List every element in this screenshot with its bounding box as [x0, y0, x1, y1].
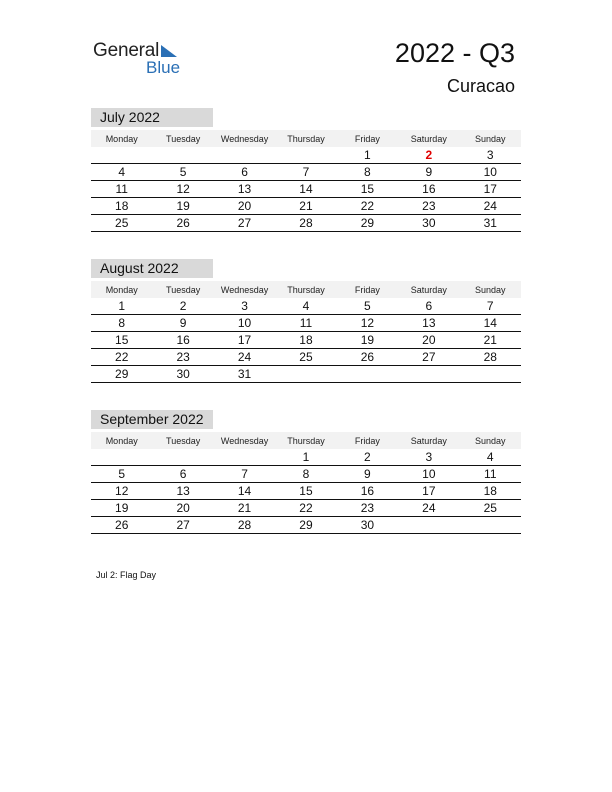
day-cell: 12 — [152, 181, 213, 198]
weekday-header: Wednesday — [214, 130, 275, 147]
country-name: Curacao — [446, 76, 515, 96]
month-grid — [91, 281, 521, 383]
day-cell: 7 — [460, 298, 521, 315]
day-cell — [214, 147, 275, 164]
day-cell: 2 — [337, 449, 398, 466]
logo-text-general: General — [93, 40, 160, 61]
weekday-header: Tuesday — [152, 432, 213, 449]
day-cell: 15 — [275, 483, 336, 500]
day-cell: 27 — [152, 517, 213, 534]
weekday-header: Monday — [91, 432, 152, 449]
day-cell: 1 — [337, 147, 398, 164]
day-cell: 7 — [275, 164, 336, 181]
day-cell: 13 — [152, 483, 213, 500]
month-label-text: August 2022 — [100, 260, 179, 276]
week-row — [91, 466, 521, 483]
day-cell: 16 — [152, 332, 213, 349]
day-cell: 11 — [275, 315, 336, 332]
day-cell: 6 — [398, 298, 459, 315]
day-cell: 6 — [214, 164, 275, 181]
day-cell: 14 — [214, 483, 275, 500]
day-cell: 28 — [214, 517, 275, 534]
day-cell: 17 — [398, 483, 459, 500]
logo-text-blue: Blue — [146, 58, 181, 77]
weekday-header: Monday — [91, 130, 152, 147]
day-cell: 29 — [275, 517, 336, 534]
day-cell: 9 — [337, 466, 398, 483]
weekday-header: Tuesday — [152, 281, 213, 298]
day-cell: 3 — [398, 449, 459, 466]
day-cell: 19 — [152, 198, 213, 215]
month-calendar — [91, 108, 521, 232]
holiday-note: Jul 2: Flag Day — [96, 570, 157, 580]
day-cell: 5 — [337, 298, 398, 315]
week-row — [91, 349, 521, 366]
day-cell: 26 — [152, 215, 213, 232]
day-cell: 30 — [398, 215, 459, 232]
weekday-header: Wednesday — [214, 281, 275, 298]
day-cell: 23 — [152, 349, 213, 366]
day-cell: 1 — [91, 298, 152, 315]
day-cell: 4 — [460, 449, 521, 466]
day-cell: 30 — [337, 517, 398, 534]
day-cell: 4 — [91, 164, 152, 181]
day-cell: 9 — [152, 315, 213, 332]
day-cell: 23 — [398, 198, 459, 215]
day-cell: 26 — [91, 517, 152, 534]
day-cell — [460, 366, 521, 383]
day-cell: 8 — [91, 315, 152, 332]
day-cell: 5 — [91, 466, 152, 483]
day-cell: 25 — [275, 349, 336, 366]
day-cell: 24 — [398, 500, 459, 517]
weekday-header: Thursday — [275, 432, 336, 449]
day-cell: 27 — [214, 215, 275, 232]
weekday-header: Monday — [91, 281, 152, 298]
weekday-header: Sunday — [460, 432, 521, 449]
month-label — [91, 108, 213, 127]
day-cell: 20 — [152, 500, 213, 517]
day-cell — [152, 449, 213, 466]
day-cell: 18 — [460, 483, 521, 500]
month-label — [91, 410, 213, 429]
day-cell: 22 — [275, 500, 336, 517]
day-cell: 11 — [460, 466, 521, 483]
day-cell — [337, 366, 398, 383]
day-cell: 18 — [91, 198, 152, 215]
day-cell: 31 — [214, 366, 275, 383]
month-label-text: July 2022 — [100, 109, 160, 125]
week-row — [91, 164, 521, 181]
week-row — [91, 298, 521, 315]
day-cell: 8 — [337, 164, 398, 181]
day-cell: 15 — [337, 181, 398, 198]
week-row — [91, 449, 521, 466]
week-row — [91, 198, 521, 215]
day-cell: 12 — [91, 483, 152, 500]
day-cell — [91, 147, 152, 164]
weekday-header: Sunday — [460, 281, 521, 298]
day-cell: 29 — [337, 215, 398, 232]
day-cell: 18 — [275, 332, 336, 349]
weekday-header: Sunday — [460, 130, 521, 147]
weekday-header: Saturday — [398, 281, 459, 298]
day-cell: 11 — [91, 181, 152, 198]
day-cell: 20 — [398, 332, 459, 349]
day-cell: 10 — [214, 315, 275, 332]
day-cell — [398, 366, 459, 383]
month-label-text: September 2022 — [100, 411, 204, 427]
weekday-header: Saturday — [398, 432, 459, 449]
weekday-header: Friday — [337, 130, 398, 147]
day-cell — [214, 449, 275, 466]
week-row — [91, 517, 521, 534]
day-cell: 24 — [460, 198, 521, 215]
day-cell: 16 — [398, 181, 459, 198]
day-cell: 27 — [398, 349, 459, 366]
week-row — [91, 366, 521, 383]
day-cell: 21 — [275, 198, 336, 215]
day-cell: 16 — [337, 483, 398, 500]
day-cell: 12 — [337, 315, 398, 332]
day-cell: 3 — [214, 298, 275, 315]
day-cell: 8 — [275, 466, 336, 483]
weekday-header: Thursday — [275, 281, 336, 298]
day-cell: 20 — [214, 198, 275, 215]
day-cell: 22 — [337, 198, 398, 215]
weekday-header: Tuesday — [152, 130, 213, 147]
weekday-header: Friday — [337, 281, 398, 298]
week-row — [91, 483, 521, 500]
day-cell — [275, 366, 336, 383]
day-cell: 28 — [460, 349, 521, 366]
day-cell: 17 — [460, 181, 521, 198]
day-cell: 13 — [398, 315, 459, 332]
day-cell: 15 — [91, 332, 152, 349]
week-row — [91, 500, 521, 517]
day-cell: 10 — [398, 466, 459, 483]
day-cell: 4 — [275, 298, 336, 315]
day-cell — [91, 449, 152, 466]
day-cell: 1 — [275, 449, 336, 466]
week-row — [91, 332, 521, 349]
day-cell: 5 — [152, 164, 213, 181]
day-cell: 30 — [152, 366, 213, 383]
day-cell: 25 — [91, 215, 152, 232]
day-cell: 21 — [214, 500, 275, 517]
week-row — [91, 215, 521, 232]
day-cell: 21 — [460, 332, 521, 349]
day-cell: 14 — [460, 315, 521, 332]
week-row — [91, 315, 521, 332]
month-calendar — [91, 259, 521, 383]
day-cell — [152, 147, 213, 164]
day-cell: 2 — [152, 298, 213, 315]
day-cell: 31 — [460, 215, 521, 232]
day-cell — [460, 517, 521, 534]
week-row — [91, 147, 521, 164]
month-label — [91, 259, 213, 278]
page-title: 2022 - Q3 — [394, 38, 515, 68]
day-cell: 3 — [460, 147, 521, 164]
day-cell: 25 — [460, 500, 521, 517]
logo — [93, 40, 193, 80]
logo-triangle-icon — [161, 45, 177, 57]
week-row — [91, 181, 521, 198]
day-cell: 19 — [91, 500, 152, 517]
month-grid — [91, 130, 521, 232]
day-cell: 6 — [152, 466, 213, 483]
day-cell: 17 — [214, 332, 275, 349]
day-cell: 13 — [214, 181, 275, 198]
day-cell: 23 — [337, 500, 398, 517]
day-cell-holiday: 2 — [398, 147, 459, 164]
weekday-header: Thursday — [275, 130, 336, 147]
day-cell — [275, 147, 336, 164]
day-cell: 10 — [460, 164, 521, 181]
month-calendar — [91, 410, 521, 534]
day-cell: 19 — [337, 332, 398, 349]
weekday-header: Friday — [337, 432, 398, 449]
month-grid — [91, 432, 521, 534]
day-cell: 28 — [275, 215, 336, 232]
day-cell: 29 — [91, 366, 152, 383]
day-cell: 22 — [91, 349, 152, 366]
day-cell: 9 — [398, 164, 459, 181]
day-cell: 24 — [214, 349, 275, 366]
day-cell: 7 — [214, 466, 275, 483]
weekday-header: Wednesday — [214, 432, 275, 449]
day-cell: 26 — [337, 349, 398, 366]
day-cell: 14 — [275, 181, 336, 198]
day-cell — [398, 517, 459, 534]
weekday-header: Saturday — [398, 130, 459, 147]
